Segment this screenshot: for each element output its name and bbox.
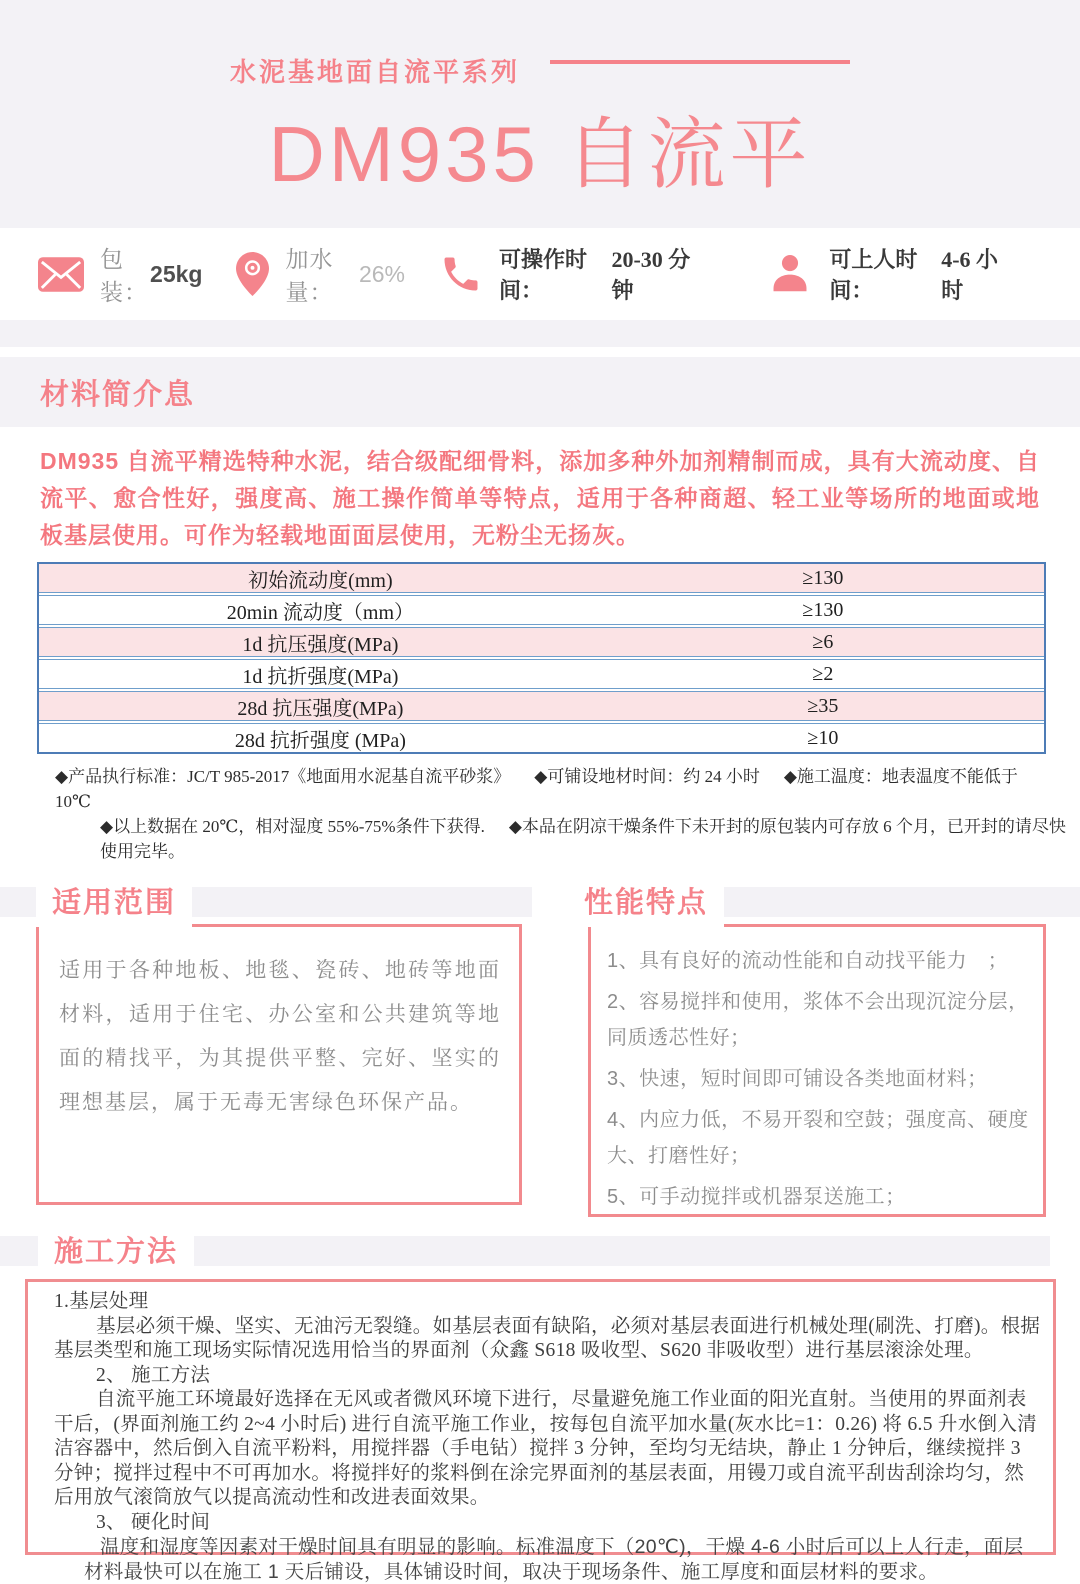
spec-name-cell: 1d 抗折强度(MPa) <box>242 665 399 688</box>
spec-table <box>37 562 1046 754</box>
spec-name-cell: 20min 流动度（mm） <box>226 601 415 624</box>
spec-label: 包装： <box>100 246 148 305</box>
section-heading-method: 施工方法 <box>38 1227 194 1276</box>
person-icon <box>767 251 813 297</box>
footnotes <box>55 764 1080 864</box>
spec-value-cell: ≥6 <box>812 630 834 653</box>
footnote-item: ◆本品在阴凉干燥条件下未开封的原包装内可存放 6 个月，已开封的请尽快使用完毕。 <box>100 817 1066 861</box>
spec-icon-bar <box>0 228 1080 320</box>
spec-name-cell: 初始流动度(mm) <box>248 569 393 592</box>
section-heading-features: 性能特点 <box>568 878 724 927</box>
footnote-item: ◆可铺设地材时间：约 24 小时 <box>534 767 760 786</box>
feature-item: 4、内应力低，不易开裂和空鼓；强度高、硬度大、打磨性好； <box>607 1109 1029 1167</box>
page-header <box>0 0 1080 228</box>
divider-gap <box>0 347 1080 357</box>
spec-value-cell: ≥35 <box>807 694 839 717</box>
footnote-item: ◆产品执行标准：JC/T 985-2017《地面用水泥基自流平砂浆》 <box>55 767 511 786</box>
location-pin-icon <box>236 252 269 296</box>
method-paragraph: 2、 施工方法 <box>96 1364 211 1386</box>
table-row <box>39 627 1044 657</box>
spec-label: 加水量： <box>285 246 334 305</box>
spec-value: 4-6 小时 <box>941 247 999 303</box>
section-heading-intro-band <box>0 357 1080 427</box>
feature-item: 5、可手动搅拌或机器泵送施工； <box>607 1186 906 1208</box>
spec-name-cell: 1d 抗压强度(MPa) <box>242 633 399 656</box>
features-box <box>588 924 1046 1217</box>
method-paragraph: 3、 硬化时间 <box>96 1511 211 1533</box>
spec-name-cell: 28d 抗折强度 (MPa) <box>234 729 406 752</box>
phone-icon <box>439 252 483 296</box>
spec-value: 26% <box>358 260 405 287</box>
scope-column <box>0 878 532 1217</box>
product-title: DM935 自流平 <box>268 110 812 198</box>
spec-item-working-time <box>439 243 697 305</box>
method-paragraph: 1.基层处理 <box>54 1291 149 1312</box>
table-row <box>39 659 1044 689</box>
scope-text: 适用于各种地板、地毯、瓷砖、地砖等地面材料，适用于住宅、办公室和公共建筑等地面的精找平，为其提供平整、完好、坚实的理想基层，属于无毒无害绿色环保产品。 <box>59 959 501 1114</box>
scope-heading-row <box>0 878 532 924</box>
spec-value: 25kg <box>150 260 203 287</box>
spec-item-walkable-time <box>767 243 1008 305</box>
spec-value-cell: ≥10 <box>807 726 839 749</box>
spec-item-water <box>236 241 405 307</box>
method-heading-row <box>0 1227 1080 1273</box>
spec-label: 可操作时间： <box>499 247 588 303</box>
footnote-line <box>55 764 1080 814</box>
section-heading-scope: 适用范围 <box>36 878 192 927</box>
footnote-item: ◆以上数据在 20℃，相对湿度 55%-75%条件下获得. <box>100 817 485 836</box>
table-row <box>39 691 1044 721</box>
spec-value-cell: ≥2 <box>812 662 834 685</box>
method-paragraph: 温度和湿度等因素对干燥时间具有明显的影响。标准温度下（20℃)，干燥 4-6 小时后可以上人行走，面层材料最快可以在施工 1 天后铺设，具体铺设时间，取决于现场条件、施工厚度和面层材料的要求。 <box>84 1536 1024 1583</box>
spec-value: 20-30 分钟 <box>611 247 691 303</box>
footnote-line <box>100 814 1080 864</box>
series-title-row <box>0 0 1080 89</box>
feature-item: 1、具有良好的流动性能和自动找平能力 ； <box>607 950 1009 972</box>
spec-value-cell: ≥130 <box>802 566 844 589</box>
feature-item: 2、容易搅拌和使用，浆体不会出现沉淀分层，同质透芯性好； <box>607 991 1029 1049</box>
intro-paragraph: DM935 自流平精选特种水泥，结合级配细骨料，添加多种外加剂精制而成，具有大流动度、自流平、愈合性好，强度高、施工操作简单等特点，适用于各种商超、轻工业等场所的地面或地板基层使用。可作为轻载地面面层使用，无粉尘无扬灰。 <box>40 448 1040 548</box>
series-divider-line <box>550 60 850 64</box>
spec-value-cell: ≥130 <box>802 598 844 621</box>
footnote-item: ◆施工温度：地表温度不能低于 10℃ <box>55 767 1018 811</box>
spec-item-packaging <box>38 241 202 307</box>
method-section <box>0 1227 1080 1583</box>
table-row <box>39 723 1044 752</box>
two-column-section <box>0 878 1080 1217</box>
method-box <box>25 1279 1056 1583</box>
divider-band <box>0 320 1080 347</box>
features-column <box>532 878 1080 1217</box>
method-paragraph: 自流平施工环境最好选择在无风或者微风环境下进行，尽量避免施工作业面的阳光直射。当使用的界面剂表干后，(界面剂施工约 2~4 小时后) 进行自流平施工作业，按每包自流平加水量(灰水比=1：0.26) 将 6.5 升水倒入清洁容器中，然后倒入自流平粉料，用搅拌器（手电钻）搅拌 3 分钟，至均匀无结块，静止 1 分钟后，继续搅拌 3 分钟；搅拌过程中不可再加水。将搅拌好的浆料倒在涂完界面剂的基层表面，用镘刀或自流平刮齿刮涂均匀，然后用放气滚筒放气以提高流动性和改进表面效果。 <box>54 1389 1037 1508</box>
features-heading-row <box>532 878 1080 924</box>
series-title: 水泥基地面自流平系列 <box>229 57 520 87</box>
table-row <box>39 595 1044 625</box>
spec-label: 可上人时间： <box>829 247 918 303</box>
method-paragraph: 基层必须干燥、坚实、无油污无裂缝。如基层表面有缺陷，必须对基层表面进行机械处理(刷洗、打磨)。根据基层类型和施工现场实际情况选用恰当的界面剂（众鑫 S618 吸收型、S620 非吸收型）进行基层滚涂处理。 <box>54 1315 1041 1361</box>
table-row <box>39 564 1044 593</box>
scope-box <box>36 924 522 1205</box>
spec-name-cell: 28d 抗压强度(MPa) <box>237 697 404 720</box>
feature-item: 3、快速，短时间即可铺设各类地面材料； <box>607 1068 988 1090</box>
envelope-icon <box>38 257 84 292</box>
section-heading-intro: 材料简介息 <box>40 378 196 411</box>
